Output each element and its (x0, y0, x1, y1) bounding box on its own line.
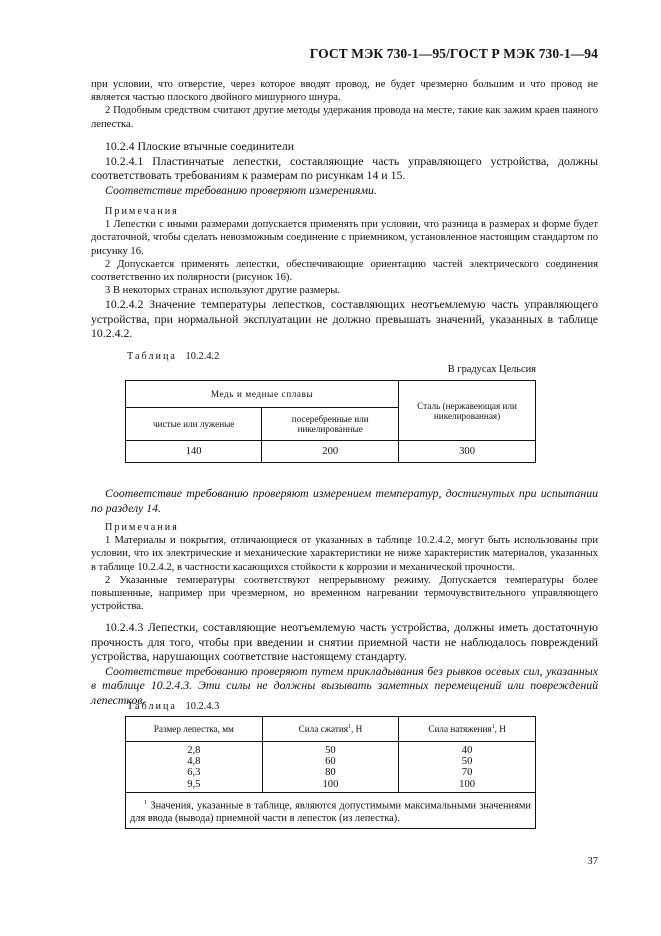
table-cell: 70 (461, 767, 473, 779)
notes-block-1 (91, 205, 598, 297)
note-2: 2 Указанные температуры соответствуют непрерывному режиму. Допускается температуры более повышенные, например при чрезмерном, но временном нагревании термочувствительного управляющего устройства. (91, 574, 598, 613)
force-table (125, 716, 536, 829)
table-cell: 100 (459, 778, 476, 790)
temperature-check (91, 486, 598, 515)
table-cell: 100 (322, 778, 339, 790)
paragraph (91, 78, 598, 131)
compliance-check: Соответствие требованию проверяют измерениями. (105, 182, 377, 197)
unit-note: В градусах Цельсия (447, 364, 536, 375)
value-steel: 300 (399, 441, 536, 463)
clause-10-2-4-2 (91, 297, 598, 341)
unit-label: , Н (494, 724, 506, 735)
push-column (262, 742, 399, 793)
section-10-2-4 (91, 139, 598, 197)
table-number: 10.2.4.2 (185, 351, 220, 362)
value-plated: 200 (262, 441, 399, 463)
pull-label: Сила натяжения (428, 724, 492, 735)
table-cell: 2,8 (187, 745, 201, 756)
size-column (126, 742, 263, 793)
table-caption (127, 701, 219, 712)
footnote-text: Значения, указанные в таблице, являются допустимыми максимальными значениями для ввода (вывода) приемной части в лепесток (из лепестка). (130, 800, 531, 825)
note-2: 2 Допускается применять лепестки, обеспечивающие ориентацию частей электрического соединения соответственно их полярности (рисунок 16). (91, 258, 598, 284)
notes-block-2 (91, 521, 598, 613)
table-cell: 4,8 (187, 756, 201, 768)
table-caption (127, 351, 219, 362)
header-size: Размер лепестка, мм (126, 717, 263, 742)
header-pure: чистые или луженые (126, 408, 262, 441)
value-pure: 140 (126, 441, 262, 463)
pull-column (399, 742, 536, 793)
clause-text: 10.2.4.2 Значение температуры лепестков, составляющих неотъемлемую часть управляющего устройства, при нормальной эксплуатации не должно превышать значений, указанных в таблице 10.2.4.2. (91, 297, 598, 341)
table-cell: 40 (461, 745, 473, 756)
table-cell: 50 (325, 745, 336, 756)
note-1: 1 Лепестки с иными размерами допускается применять при условии, что разница в размерах и форме будет достаточной, чтобы сделать невозможным соединение с приемником, установленное настоящим стандартом по рисунку 16. (91, 219, 598, 257)
page-header: ГОСТ МЭК 730-1—95/ГОСТ Р МЭК 730-1—94 (309, 46, 598, 61)
table-label: Таблица (127, 351, 177, 362)
footnote-ref: 1 (348, 723, 352, 730)
header-pull (399, 717, 536, 742)
temperature-table (125, 380, 536, 463)
clause-text: 10.2.4.3 Лепестки, составляющие неотъемлемую часть устройства, должны иметь достаточную прочность для того, чтобы при введении и снятии приемной части не наблюдалось повреждений устройства, нарушающих соответствие настоящему стандарту. (91, 620, 598, 664)
table-footnote (126, 792, 536, 828)
note-1: 1 Материалы и покрытия, отличающиеся от указанных в таблице 10.2.4.2, могут быть использованы при условии, что их электрические и механические характеристики не ниже характеристик материалов, указанных в таблице 10.2.4.2, в частности касающихся стойкости к коррозии и механической прочности. (91, 535, 598, 573)
footnote-mark: 1 (144, 798, 148, 806)
page-number: 37 (587, 856, 598, 867)
compliance-check: Соответствие требованию проверяют путем прикладывания без рывков осевых сил, указанных в таблице 10.2.4.3. Эти силы не должны вызывать заметных перемещений или повреждений лепестков. (91, 663, 598, 707)
section-title: 10.2.4 Плоские втычные соединители (105, 139, 295, 153)
header-steel: Сталь (нержавеющая или никелированная) (399, 381, 536, 441)
text-continuation: при условии, что отверстие, через которое вводят провод, не будет чрезмерно большим и что провод не является частью плоского двойного мишурного шнура. (91, 79, 598, 104)
clause-10-2-4-3 (91, 620, 598, 708)
table-cell: 80 (325, 767, 336, 779)
notes-label: Примечания (105, 206, 179, 217)
header-push (262, 717, 399, 742)
push-label: Сила сжатия (298, 724, 349, 735)
table-number: 10.2.4.3 (185, 701, 220, 712)
unit-label: , Н (351, 724, 363, 735)
table-cell: 50 (461, 756, 473, 768)
note-text: 2 Подобным средством считают другие методы удержания провода на месте, такие как зажим краев паяного лепестка. (91, 105, 598, 130)
header-plated: посеребренные или никелированные (262, 408, 399, 441)
compliance-check: Соответствие требованию проверяют измерением температур, достигнутых при испытании по разделу 14. (91, 486, 598, 515)
clause-10-2-4-1: 10.2.4.1 Пластинчатые лепестки, составляющие часть управляющего устройства, должны соответствовать требованиям к размерам по рисункам 14 и 15. (91, 153, 598, 183)
footnote-ref: 1 (491, 723, 495, 730)
table-cell: 6,3 (187, 767, 201, 779)
table-cell: 60 (325, 756, 336, 768)
table-cell: 9,5 (187, 778, 201, 790)
header-copper: Медь и медные сплавы (126, 381, 399, 408)
note-3: 3 В некоторых странах используют другие размеры. (105, 285, 341, 297)
notes-label: Примечания (105, 522, 179, 533)
table-label: Таблица (127, 701, 177, 712)
